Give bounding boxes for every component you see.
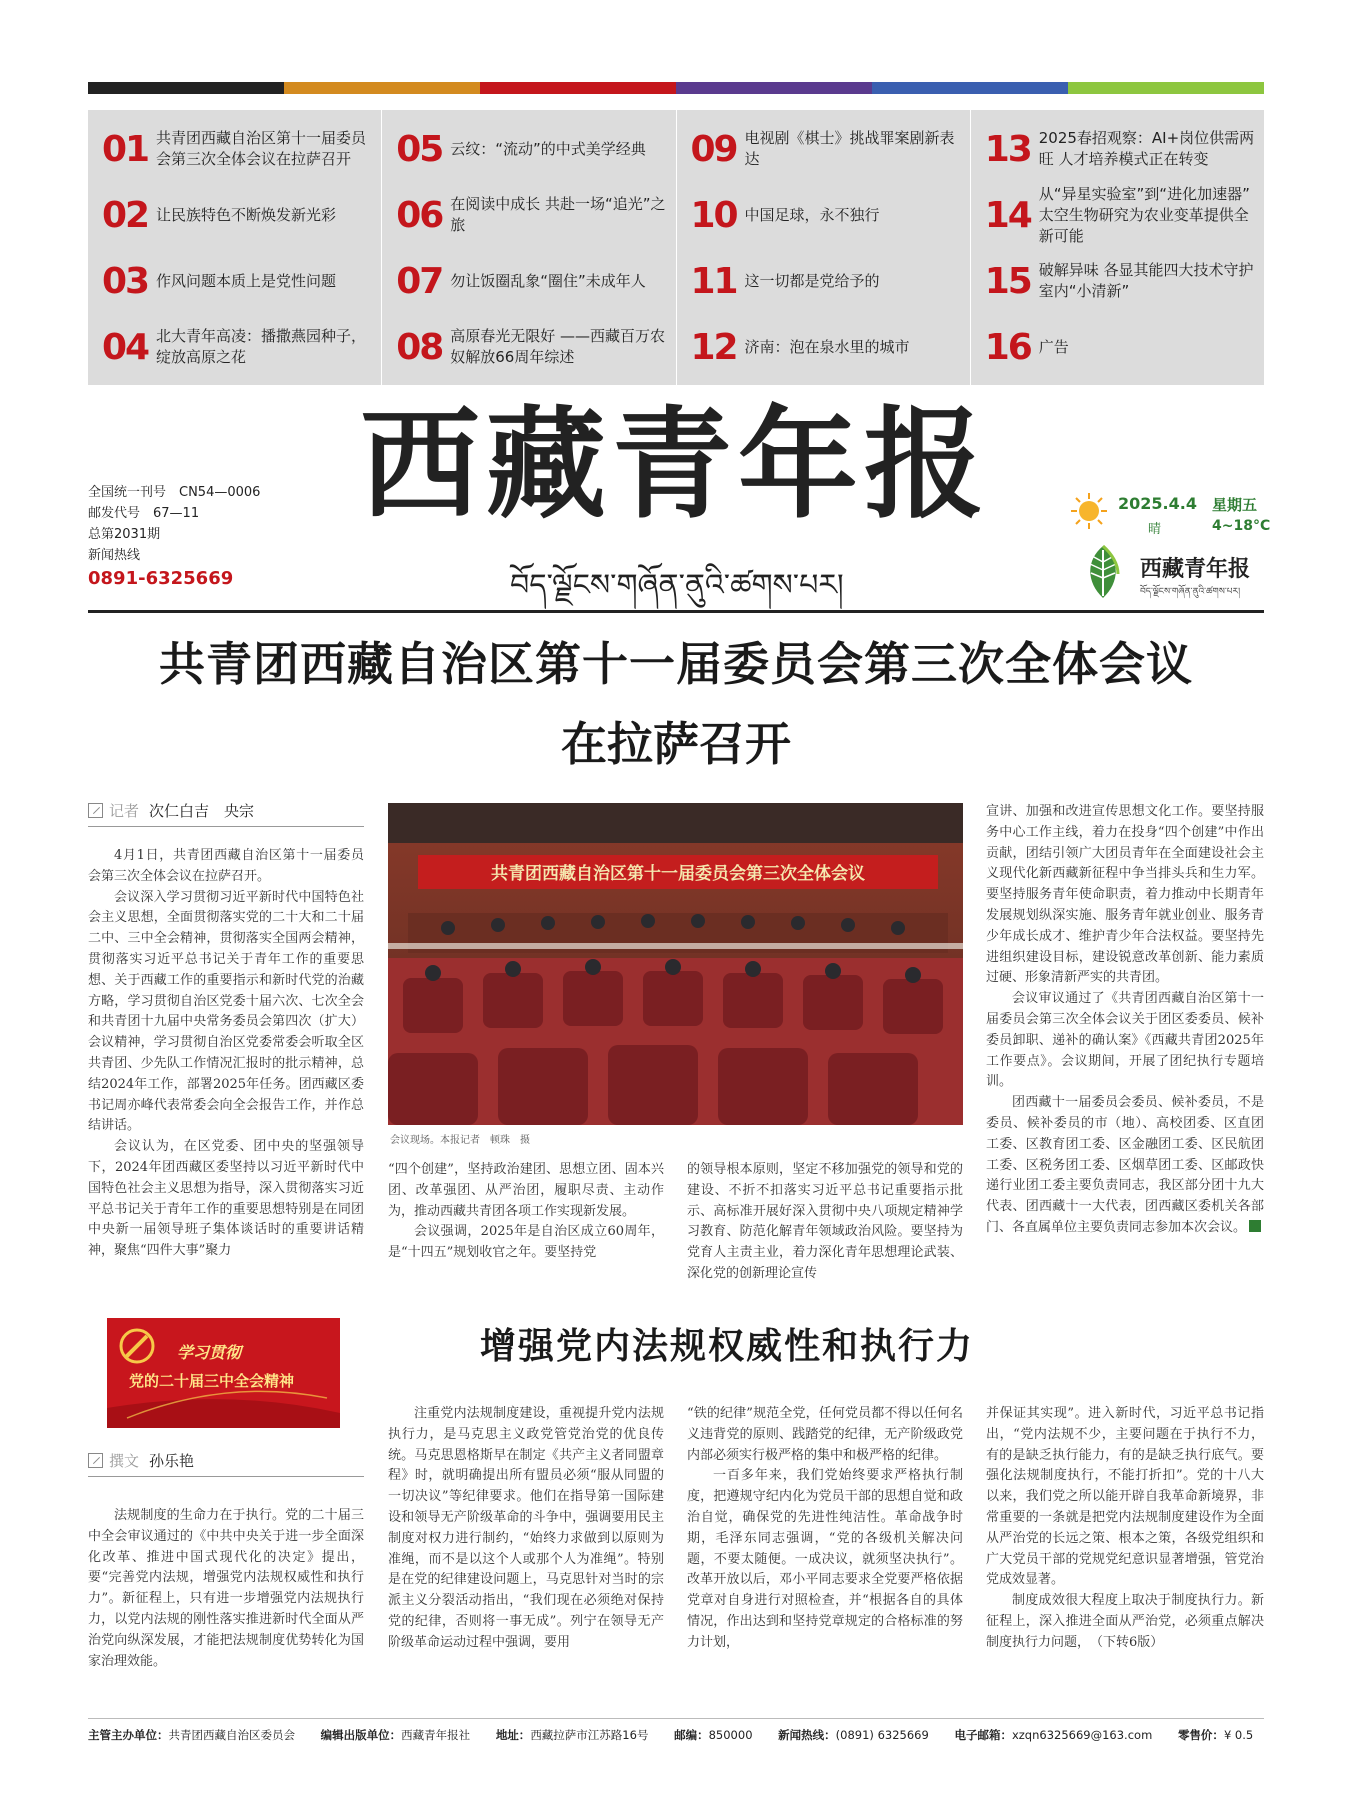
index-item[interactable] <box>102 182 373 248</box>
index-title: 中国足球，永不独行 <box>744 205 880 224</box>
index-page-number: 10 <box>690 194 737 236</box>
index-item[interactable] <box>985 182 1256 248</box>
article1-byline <box>88 800 254 824</box>
index-title: 共青团西藏自治区第十一届委员会第三次全体会议在拉萨召开 <box>156 129 367 168</box>
color-strip-segment <box>88 82 284 94</box>
index-title: 高原春光无限好 ——西藏百万农奴解放66周年综述 <box>450 327 666 366</box>
article2-column-2 <box>388 1404 664 1654</box>
index-item[interactable] <box>396 314 667 380</box>
footer-publisher: 编辑出版单位：西藏青年报社 <box>320 1728 471 1742</box>
paragraph: 会议强调，2025年是自治区成立60周年，是“十四五”规划收官之年。要坚持党 <box>388 1224 664 1261</box>
index-item[interactable] <box>691 116 962 182</box>
pen-icon <box>88 1453 103 1468</box>
index-item[interactable] <box>691 248 962 314</box>
index-title: 这一切都是党给予的 <box>744 271 880 290</box>
index-page-number: 05 <box>396 128 443 170</box>
color-strip-segment <box>480 82 676 94</box>
article2-column-1 <box>88 1506 364 1672</box>
paragraph: 4月1日，共青团西藏自治区第十一届委员会第三次全体会议在拉萨召开。 <box>88 848 364 884</box>
index-item[interactable] <box>102 116 373 182</box>
weather-condition: 晴 <box>1148 522 1162 537</box>
paragraph: 一百多年来，我们党始终要求严格执行制度，把遵规守纪内化为党员干部的思想自觉和政治自觉，确保党的先进性纯洁性。革命战争时期，毛泽东同志强调，“党的各级机关解决问题，不要太随便。一成决议，就须坚决执行”。改革开放以后，邓小平同志要求全党要严格依据党章对自身进行对照检查，并“根据各自的具体情况，作出达到和坚持党章规定的合格标准的努力计划， <box>687 1468 963 1650</box>
hotline-number: 0891-6325669 <box>88 568 234 589</box>
paragraph: 注重党内法规制度建设，重视提升党内法规执行力，是马克思主义政党管党治党的优良传统。马克思恩格斯早在制定《共产主义者同盟章程》时，就明确提出所有盟员必须“服从同盟的一切决议”等纪律要求。他们在指导第一国际建设和领导无产阶级革命的斗争中，强调要用民主制度对权力进行制约，“始终力求做到以原则为准绳，而不是以这个人或那个人为准绳”。特别是在党的纪律建设问题上，马克思针对当时的宗派主义分裂活动指出，“我们现在必须绝对保持党的纪律，否则将一事无成”。列宁在领导无产阶级革命运动过程中强调，要用 <box>388 1406 664 1650</box>
paragraph: “铁的纪律”规范全党，任何党员都不得以任何名义违背党的原则、践踏党的纪律，无产阶级政党内部必须实行极严格的集中和极严格的纪律。 <box>687 1406 963 1463</box>
paragraph: 会议认为，在区党委、团中央的坚强领导下，2024年团西藏区委坚持以习近平新时代中国特色社会主义思想为指导，深入贯彻落实习近平总书记关于青年工作的重要思想特别是在同团中央新一届领导班子集体谈话时的重要讲话精神，聚焦“四件大事”聚力 <box>88 1139 364 1259</box>
article1-headline-line2: 在拉萨召开 <box>561 717 791 771</box>
meeting-photo <box>388 803 963 1125</box>
color-strip-segment <box>676 82 872 94</box>
issue-number: 总第2031期 <box>88 527 161 542</box>
paragraph: 并保证其实现”。进入新时代，习近平总书记指出，“党内法规不少，主要问题在于执行不力，有的是缺乏执行能力，有的是缺乏执行底气。要强化法规制度执行，不能打折扣”。党的十八大以来，我们党之所以能开辟自我革命新境界，非常重要的一条就是把党内法规制度建设作为全面从严治党的长远之策、根本之策，各级党组织和广大党员干部的党规党纪意识显著增强，管党治党成效显著。 <box>986 1406 1264 1588</box>
index-title: 济南：泡在泉水里的城市 <box>744 337 910 356</box>
weather-weekday: 星期五 <box>1212 496 1258 514</box>
hotline-label: 新闻热线 <box>88 548 141 563</box>
byline-rule <box>88 826 364 827</box>
index-title: 让民族特色不断焕发新光彩 <box>156 205 337 224</box>
index-item[interactable] <box>396 182 667 248</box>
photo-banner-text: 共青团西藏自治区第十一届委员会第三次全体会议 <box>491 864 865 884</box>
contents-index <box>88 110 1264 385</box>
paragraph: “四个创建”，坚持政治建团、思想立团、固本兴团、改革强团、从严治团，履职尽责、主动作为，推动西藏共青团各项工作实现新发展。 <box>388 1162 664 1219</box>
index-item[interactable] <box>985 248 1256 314</box>
study-banner <box>107 1318 340 1428</box>
index-page-number: 03 <box>102 260 149 302</box>
logo-name: 西藏青年报 <box>1140 556 1251 582</box>
footer-email: 电子邮箱：xzqn6325669@163.com <box>954 1728 1153 1742</box>
weather <box>1070 492 1270 542</box>
index-title: 勿让饭圈乱象“圈住”未成年人 <box>450 271 646 290</box>
index-page-number: 13 <box>984 128 1031 170</box>
newspaper-logo <box>1082 544 1272 600</box>
footer-rule <box>88 1718 1264 1719</box>
index-page-number: 09 <box>690 128 737 170</box>
index-page-number: 11 <box>690 260 737 302</box>
footer <box>88 1727 1264 1743</box>
color-strip-segment <box>1068 82 1264 94</box>
index-column <box>88 110 382 385</box>
index-title: 破解异味 各显其能四大技术守护室内“小清新” <box>1038 261 1254 300</box>
logo-tibetan: བོད་ལྗོངས་གཞོན་ནུའི་ཚགས་པར། <box>1140 587 1241 597</box>
pen-icon <box>88 803 103 818</box>
paragraph: 制度成效很大程度上取决于制度执行力。新征程上，深入推进全面从严治党，必须重点解决制度执行力问题， （下转6版） <box>986 1593 1264 1650</box>
index-column <box>971 110 1264 385</box>
index-item[interactable] <box>396 116 667 182</box>
footer-price: 零售价：¥ 0.5 <box>1177 1728 1254 1742</box>
index-page-number: 15 <box>984 260 1031 302</box>
paragraph: 宣讲、加强和改进宣传思想文化工作。要坚持服务中心工作主线，着力在投身“四个创建”中作出贡献，团结引领广大团员青年在全面建设社会主义现代化新西藏新征程中争当排头兵和生力军。要坚持服务青年使命职责，着力推动中长期青年发展规划纵深实施、服务青年就业创业、服务青少年成长成才、维护青少年合法权益。要坚持先进组织建设目标，建设锐意改革创新、能力素质过硬、形象清新严实的共青团。 <box>986 804 1264 986</box>
paragraph: 法规制度的生命力在于执行。党的二十届三中全会审议通过的《中共中央关于进一步全面深化改革、推进中国式现代化的决定》提出，要“完善党内法规，增强党内法规权威性和执行力”。新征程上，只有进一步增强党内法规执行力，以党内法规的刚性落实推进新时代全面从严治党向纵深发展，才能把法规制度优势转化为国家治理效能。 <box>88 1508 364 1669</box>
index-item[interactable] <box>691 182 962 248</box>
index-item[interactable] <box>691 314 962 380</box>
index-item[interactable] <box>396 248 667 314</box>
index-page-number: 04 <box>102 326 149 368</box>
index-page-number: 02 <box>102 194 149 236</box>
index-title: 2025春招观察：AI+岗位供需两旺 人才培养模式正在转变 <box>1038 129 1255 168</box>
index-title: 北大青年高凌：播撒燕园种子，绽放高原之花 <box>156 327 367 366</box>
article1-headline-line1: 共青团西藏自治区第十一届委员会第三次全体会议 <box>159 637 1193 691</box>
byline-names: 孙乐艳 <box>149 1452 195 1470</box>
issn: 全国统一刊号 CN54—0006 <box>88 485 261 500</box>
footer-sponsor: 主管主办单位：共青团西藏自治区委员会 <box>88 1728 295 1742</box>
article1-column-2 <box>388 1160 664 1264</box>
index-item[interactable] <box>985 314 1256 380</box>
footer-hotline: 新闻热线：(0891) 6325669 <box>778 1728 929 1742</box>
color-strip <box>88 82 1264 94</box>
index-page-number: 12 <box>690 326 737 368</box>
index-page-number: 07 <box>396 260 443 302</box>
article1-column-4 <box>986 802 1264 1239</box>
footer-postcode: 邮编：850000 <box>674 1728 753 1742</box>
paragraph: 的领导根本原则，坚定不移加强党的领导和党的建设、不折不扣落实习近平总书记重要指示批示、高标准开展好深入贯彻中央八项规定精神学习教育、防范化解青年领域政治风险。要坚持为党育人主责主业，着力深化青年思想理论武装、深化党的创新理论宣传 <box>687 1162 963 1281</box>
index-page-number: 08 <box>396 326 443 368</box>
index-page-number: 06 <box>396 194 443 236</box>
index-page-number: 01 <box>102 128 149 170</box>
byline-label: 记者 <box>109 802 140 820</box>
banner-line2: 党的二十届三中全会精神 <box>129 1372 295 1390</box>
masthead-title: 西藏青年报 <box>360 394 990 535</box>
article1-column-1 <box>88 846 364 1262</box>
index-page-number: 16 <box>984 326 1031 368</box>
index-title: 从“异星实验室”到“进化加速器” 太空生物研究为农业变革提供全新可能 <box>1038 184 1250 245</box>
index-page-number: 14 <box>984 194 1031 236</box>
article2-column-4 <box>986 1404 1264 1654</box>
weather-temperature: 4~18°C <box>1212 518 1271 534</box>
weather-date: 2025.4.4 <box>1118 494 1197 513</box>
postal-code: 邮发代号 67—11 <box>88 506 200 521</box>
index-title: 云纹：“流动”的中式美学经典 <box>450 139 646 158</box>
paragraph: 团西藏十一届委员会委员、候补委员，不是委员、候补委员的市（地）、高校团委、区直团工委、区教育团工委、区金融团工委、区民航团工委、区税务团工委、区烟草团工委、区邮政快递行业团工委主要负责同志，我区部分团十九大代表、团西藏十一大代表，团西藏区委机关各部门、各直属单位主要负责同志参加本次会议。 <box>986 1095 1264 1235</box>
end-mark-icon <box>1249 1220 1261 1232</box>
byline-names: 次仁白吉 央宗 <box>149 802 255 820</box>
leaf-logo-icon <box>1082 544 1124 600</box>
meeting-photo-image <box>388 803 963 1125</box>
index-item[interactable] <box>985 116 1256 182</box>
masthead-tibetan: བོད་ལྗོངས་གཞོན་ནུའི་ཚགས་པར། <box>510 568 844 603</box>
index-title: 作风问题本质上是党性问题 <box>156 271 337 290</box>
index-title: 在阅读中成长 共赴一场“追光”之旅 <box>450 195 666 234</box>
masthead-rule <box>88 610 1264 613</box>
footer-address: 地址：西藏拉萨市江苏路16号 <box>495 1728 649 1742</box>
article2-headline: 增强党内法规权威性和执行力 <box>480 1325 975 1367</box>
photo-caption: 会议现场。本报记者 顿珠 摄 <box>390 1135 530 1146</box>
index-item[interactable] <box>102 314 373 380</box>
color-strip-segment <box>284 82 480 94</box>
byline-label: 撰文 <box>109 1452 140 1470</box>
article2-column-3 <box>687 1404 963 1654</box>
paragraph: 会议审议通过了《共青团西藏自治区第十一届委员会第三次全体会议关于团区委委员、候补委员卸职、递补的确认案》《西藏共青团2025年工作要点》。会议期间，开展了团纪执行专题培训。 <box>986 991 1264 1090</box>
index-column <box>382 110 676 385</box>
article2-byline <box>88 1450 194 1474</box>
index-item[interactable] <box>102 248 373 314</box>
index-title: 电视剧《棋士》挑战罪案剧新表达 <box>744 129 955 168</box>
sun-icon <box>1070 492 1108 530</box>
paragraph: 会议深入学习贯彻习近平新时代中国特色社会主义思想，全面贯彻落实党的二十大和二十届二中、三中全会精神，贯彻落实全国两会精神，贯彻落实习近平总书记关于青年工作的重要思想、关于西藏工作的重要指示和新时代党的治藏方略，学习贯彻自治区党委十届六次、七次全会和共青团十九届中央常务委员会第四次（扩大）会议精神，学习贯彻自治区党委常委会听取全区共青团、少先队工作情况汇报时的批示精神，总结2024年工作，部署2025年任务。团西藏区委书记周亦峰代表常委会向全会报告工作，并作总结讲话。 <box>88 889 364 1134</box>
byline-rule <box>88 1476 364 1477</box>
publication-info <box>88 482 260 589</box>
article1-column-3 <box>687 1160 963 1285</box>
banner-line1: 学习贯彻 <box>177 1343 242 1362</box>
color-strip-segment <box>872 82 1068 94</box>
index-column <box>677 110 971 385</box>
index-title: 广告 <box>1038 337 1069 356</box>
